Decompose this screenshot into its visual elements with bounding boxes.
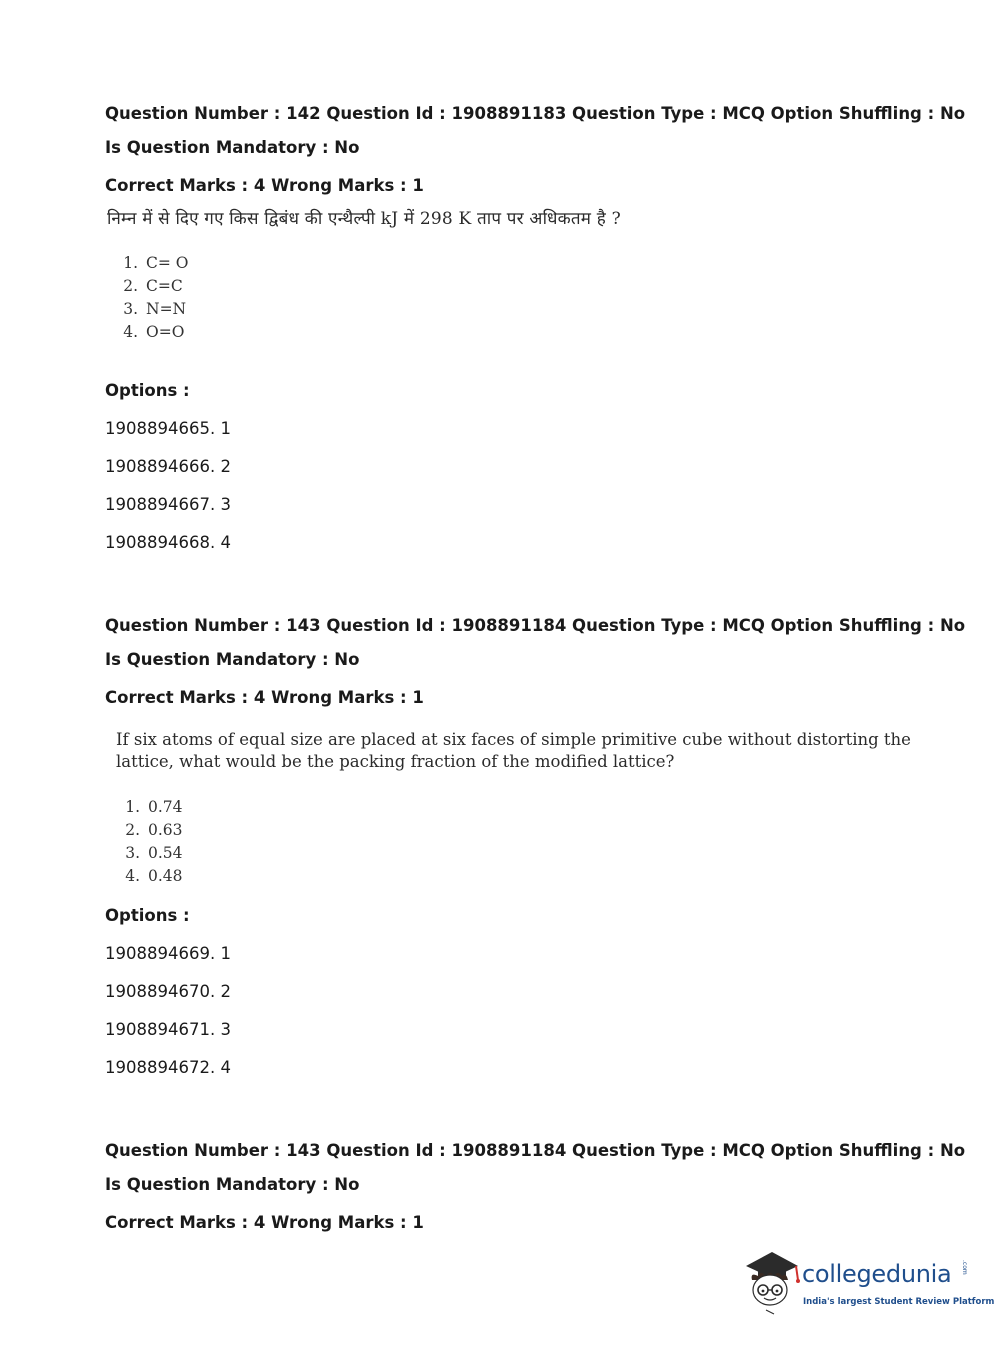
choice-item [112, 298, 925, 321]
choice-text: C=C [146, 277, 183, 295]
question-header: Question Number : 143 Question Id : 1908891184 Question Type : MCQ Option Shuffling : No [105, 616, 966, 635]
logo-suffix: .com [961, 1260, 968, 1275]
option-line: 1908894671. 3 [105, 1020, 231, 1039]
option-line: 1908894669. 1 [105, 944, 231, 963]
answer-choices [114, 796, 183, 888]
question-block [105, 104, 966, 344]
choice-text: O=O [146, 323, 185, 341]
option-line: 1908894667. 3 [105, 495, 231, 514]
mascot-icon [742, 1246, 802, 1318]
choice-number: 2. [123, 277, 138, 295]
choice-text: 0.54 [148, 844, 183, 862]
option-line: 1908894666. 2 [105, 457, 231, 476]
choice-number: 2. [125, 821, 140, 839]
option-line: 1908894670. 2 [105, 982, 231, 1001]
choice-item [112, 252, 925, 275]
option-line: 1908894668. 4 [105, 533, 231, 552]
question-stem: निम्न में से दिए गए किस द्विबंध की एन्थैल्पी kJ में 298 K ताप पर अधिकतम है ? [107, 209, 621, 229]
choice-number: 3. [123, 300, 138, 318]
choice-number: 1. [125, 798, 140, 816]
logo-tagline: India's largest Student Review Platform [803, 1297, 995, 1307]
choice-number: 3. [125, 844, 140, 862]
stem-line: lattice, what would be the packing fraction of the modified lattice? [116, 752, 675, 771]
choice-item [114, 865, 183, 888]
mandatory-line: Is Question Mandatory : No [105, 1175, 360, 1194]
logo-wordmark: collegedunia [802, 1260, 952, 1288]
mandatory-line: Is Question Mandatory : No [105, 138, 360, 157]
marks-line: Correct Marks : 4 Wrong Marks : 1 [105, 688, 424, 707]
question-stem [116, 729, 911, 773]
choice-item [112, 321, 925, 344]
choice-text: 0.48 [148, 867, 183, 885]
question-header: Question Number : 142 Question Id : 1908891183 Question Type : MCQ Option Shuffling : No [105, 104, 966, 123]
choice-number: 4. [123, 323, 138, 341]
choice-item [114, 842, 183, 865]
question-header: Question Number : 143 Question Id : 1908891184 Question Type : MCQ Option Shuffling : No [105, 1141, 966, 1160]
choice-item [114, 819, 183, 842]
choice-text: 0.74 [148, 798, 183, 816]
marks-line: Correct Marks : 4 Wrong Marks : 1 [105, 176, 424, 195]
options-label: Options : [105, 906, 190, 925]
choice-item [112, 275, 925, 298]
choice-text: 0.63 [148, 821, 183, 839]
marks-line: Correct Marks : 4 Wrong Marks : 1 [105, 1213, 424, 1232]
choice-number: 4. [125, 867, 140, 885]
answer-choices [112, 252, 925, 344]
choice-text: N=N [146, 300, 187, 318]
options-label: Options : [105, 381, 190, 400]
collegedunia-logo [742, 1246, 995, 1318]
option-line: 1908894665. 1 [105, 419, 231, 438]
choice-text: C= O [146, 254, 189, 272]
mandatory-line: Is Question Mandatory : No [105, 650, 360, 669]
choice-number: 1. [123, 254, 138, 272]
option-line: 1908894672. 4 [105, 1058, 231, 1077]
stem-line: If six atoms of equal size are placed at six faces of simple primitive cube without distorting the [116, 730, 911, 749]
choice-item [114, 796, 183, 819]
